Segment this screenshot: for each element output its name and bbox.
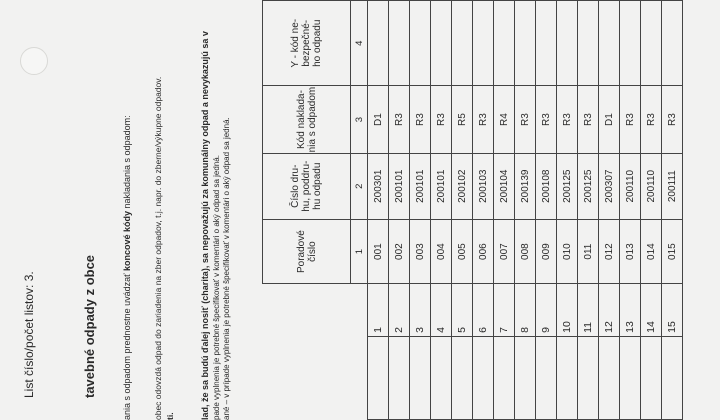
- poradove-cislo-cell: 014: [641, 219, 662, 284]
- header-y-kod: [263, 1, 351, 87]
- poradove-cislo-cell: 004: [431, 219, 452, 284]
- column-number: 3: [351, 86, 368, 153]
- section-title: tavebné odpady z obce: [82, 254, 97, 398]
- table-row: [515, 1, 536, 420]
- header-line: Poradové číslo: [295, 230, 318, 273]
- row-number: 13: [620, 284, 641, 337]
- header-kod-nakladania: [263, 86, 351, 153]
- poradove-cislo-cell: 007: [494, 219, 515, 284]
- header-spacer: [263, 336, 351, 419]
- table-row: [368, 1, 389, 420]
- poradove-cislo-cell: 009: [536, 219, 557, 284]
- table-header-row: [263, 1, 351, 420]
- header-line: Číslo dru-: [290, 164, 301, 208]
- kod-nakladania-cell: R3: [641, 86, 662, 153]
- table-row: [641, 1, 662, 420]
- note-line-5: pade vyplnenia je potrebné špecifikovať v komentári o aký odpad sa jedná.: [212, 155, 221, 420]
- note-line-3: ti.: [165, 412, 175, 420]
- row-blank-cell: [578, 336, 599, 419]
- kod-nakladania-cell: R4: [494, 86, 515, 153]
- y-kod-cell: [641, 1, 662, 87]
- column-number: 1: [351, 219, 368, 284]
- y-kod-cell: [599, 1, 620, 87]
- poradove-cislo-cell: 003: [410, 219, 431, 284]
- row-number: 5: [452, 284, 473, 337]
- punch-hole: [20, 47, 48, 75]
- table-row: [620, 1, 641, 420]
- row-blank-cell: [599, 336, 620, 419]
- note-line-1: [122, 115, 132, 420]
- row-blank-cell: [515, 336, 536, 419]
- row-number: 11: [578, 284, 599, 337]
- table-row: [557, 1, 578, 420]
- waste-table: [262, 0, 683, 420]
- y-kod-cell: [410, 1, 431, 87]
- kod-nakladania-cell: R5: [452, 86, 473, 153]
- row-number: 10: [557, 284, 578, 337]
- poradove-cislo-cell: 010: [557, 219, 578, 284]
- row-blank-cell: [410, 336, 431, 419]
- y-kod-cell: [662, 1, 683, 87]
- table-row: [452, 1, 473, 420]
- note-line-6: ané – v prípade vyplnenia je potrebné špecifikovať v komentári o aký odpad sa jedná.: [222, 117, 231, 420]
- header-line: Y - kód ne-: [290, 18, 301, 68]
- row-blank-cell: [662, 336, 683, 419]
- y-kod-cell: [368, 1, 389, 87]
- note-line-1-suffix: nakladania s odpadom:: [122, 115, 132, 211]
- cislo-druhu-cell: 200102: [452, 153, 473, 219]
- table-row: [599, 1, 620, 420]
- row-number: 1: [368, 284, 389, 337]
- row-blank-cell: [431, 336, 452, 419]
- y-kod-cell: [452, 1, 473, 87]
- table-row: [473, 1, 494, 420]
- cislo-druhu-cell: 200125: [578, 153, 599, 219]
- poradove-cislo-cell: 008: [515, 219, 536, 284]
- y-kod-cell: [494, 1, 515, 87]
- cislo-druhu-cell: 200103: [473, 153, 494, 219]
- kod-nakladania-cell: R3: [536, 86, 557, 153]
- cislo-druhu-cell: 200301: [368, 153, 389, 219]
- table-row: [536, 1, 557, 420]
- kod-nakladania-cell: R3: [578, 86, 599, 153]
- row-number: 3: [410, 284, 431, 337]
- row-blank-cell: [557, 336, 578, 419]
- y-kod-cell: [431, 1, 452, 87]
- kod-nakladania-cell: R3: [662, 86, 683, 153]
- header-spacer: [263, 284, 351, 337]
- note-line-4: lad, že sa budú ďalej nosiť (charita), sa nepovažujú za komunálny odpad a nevykazujú sa v: [200, 31, 210, 420]
- header-spacer: [351, 284, 368, 337]
- poradove-cislo-cell: 006: [473, 219, 494, 284]
- table-row: [410, 1, 431, 420]
- row-blank-cell: [452, 336, 473, 419]
- row-blank-cell: [368, 336, 389, 419]
- row-blank-cell: [389, 336, 410, 419]
- column-number: 4: [351, 1, 368, 87]
- row-blank-cell: [536, 336, 557, 419]
- poradove-cislo-cell: 012: [599, 219, 620, 284]
- row-number: 9: [536, 284, 557, 337]
- cislo-druhu-cell: 200125: [557, 153, 578, 219]
- poradove-cislo-cell: 013: [620, 219, 641, 284]
- kod-nakladania-cell: R3: [389, 86, 410, 153]
- header-spacer: [351, 336, 368, 419]
- y-kod-cell: [389, 1, 410, 87]
- kod-nakladania-cell: R3: [473, 86, 494, 153]
- header-cislo-druhu: [263, 153, 351, 219]
- table-row: [431, 1, 452, 420]
- y-kod-cell: [536, 1, 557, 87]
- cislo-druhu-cell: 200104: [494, 153, 515, 219]
- header-line: nia s odpadom: [306, 86, 318, 153]
- row-number: 8: [515, 284, 536, 337]
- row-blank-cell: [494, 336, 515, 419]
- cislo-druhu-cell: 200307: [599, 153, 620, 219]
- column-number-row: [351, 1, 368, 420]
- table-row: [389, 1, 410, 420]
- poradove-cislo-cell: 015: [662, 219, 683, 284]
- header-line: hu, poddru-: [301, 160, 312, 212]
- table-row: [662, 1, 683, 420]
- header-line: Kód naklada-: [295, 90, 307, 149]
- header-line: hu odpadu: [312, 162, 323, 210]
- y-kod-cell: [620, 1, 641, 87]
- poradove-cislo-cell: 001: [368, 219, 389, 284]
- kod-nakladania-cell: R3: [620, 86, 641, 153]
- row-blank-cell: [641, 336, 662, 419]
- cislo-druhu-cell: 200108: [536, 153, 557, 219]
- note-line-2: obec odovzdá odpad do zariadenia na zber odpadov, t.j. napr. do zberne/výkupne odpadov.: [153, 76, 163, 420]
- row-number: 6: [473, 284, 494, 337]
- kod-nakladania-cell: R3: [557, 86, 578, 153]
- column-number: 2: [351, 153, 368, 219]
- note-line-1-bold: koncové kódy: [122, 210, 132, 272]
- cislo-druhu-cell: 200101: [410, 153, 431, 219]
- poradove-cislo-cell: 011: [578, 219, 599, 284]
- row-number: 2: [389, 284, 410, 337]
- cislo-druhu-cell: 200110: [641, 153, 662, 219]
- y-kod-cell: [473, 1, 494, 87]
- row-number: 14: [641, 284, 662, 337]
- row-number: 4: [431, 284, 452, 337]
- row-number: 12: [599, 284, 620, 337]
- table-body: [368, 1, 683, 420]
- kod-nakladania-cell: R3: [431, 86, 452, 153]
- kod-nakladania-cell: D1: [599, 86, 620, 153]
- cislo-druhu-cell: 200101: [431, 153, 452, 219]
- y-kod-cell: [557, 1, 578, 87]
- kod-nakladania-cell: R3: [515, 86, 536, 153]
- poradove-cislo-cell: 002: [389, 219, 410, 284]
- y-kod-cell: [515, 1, 536, 87]
- table-row: [578, 1, 599, 420]
- cislo-druhu-cell: 200139: [515, 153, 536, 219]
- row-number: 15: [662, 284, 683, 337]
- header-poradove-cislo: [263, 219, 351, 284]
- kod-nakladania-cell: D1: [368, 86, 389, 153]
- sheet-number-label: List číslo/počet listov: 3.: [22, 271, 36, 398]
- row-blank-cell: [620, 336, 641, 419]
- cislo-druhu-cell: 200110: [620, 153, 641, 219]
- header-line: ho odpadu: [312, 19, 323, 67]
- kod-nakladania-cell: R3: [410, 86, 431, 153]
- header-line: bezpečné-: [301, 19, 312, 67]
- row-blank-cell: [473, 336, 494, 419]
- table-row: [494, 1, 515, 420]
- y-kod-cell: [578, 1, 599, 87]
- row-number: 7: [494, 284, 515, 337]
- poradove-cislo-cell: 005: [452, 219, 473, 284]
- cislo-druhu-cell: 200111: [662, 153, 683, 219]
- cislo-druhu-cell: 200101: [389, 153, 410, 219]
- note-line-1-prefix: ania s odpadom prednostne uvádzať: [122, 271, 132, 420]
